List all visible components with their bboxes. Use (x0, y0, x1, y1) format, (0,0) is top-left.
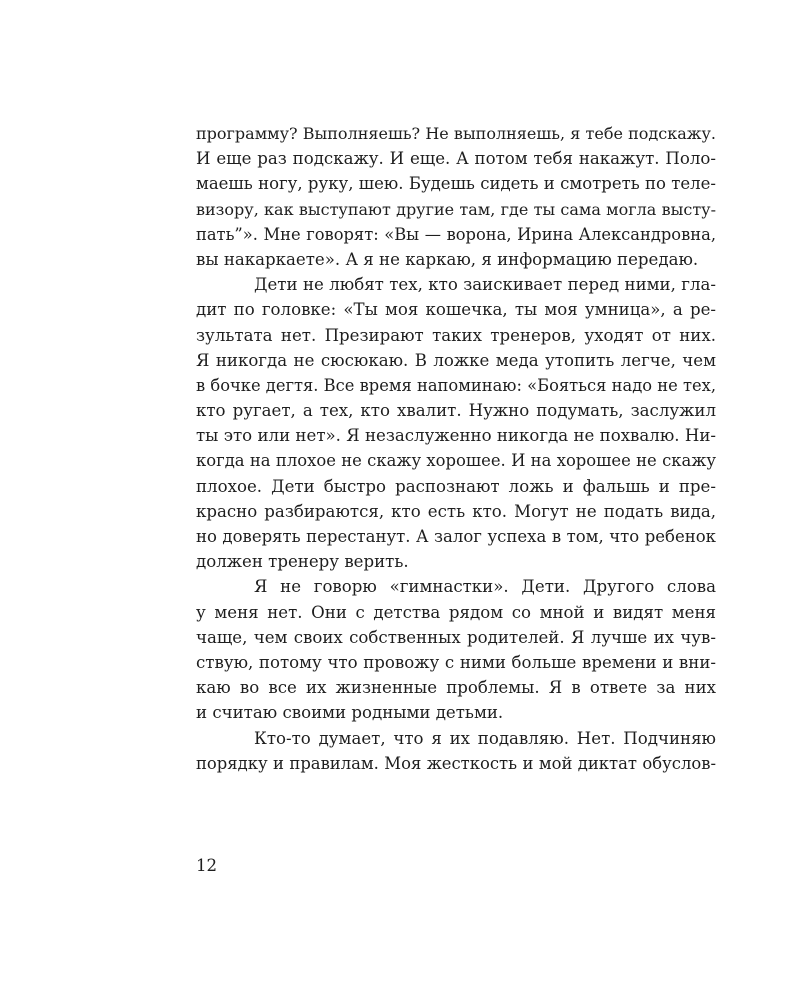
text-line: Дети не любят тех, кто заискивает перед ними, гла- (254, 275, 716, 295)
text-line: порядку и правилам. Моя жесткость и мой диктат обуслов- (196, 753, 716, 773)
paragraph (196, 726, 716, 776)
text-line: каю во все их жизненные проблемы. Я в ответе за них (196, 678, 716, 698)
text-line: ствую, потому что провожу с ними больше времени и вни- (196, 652, 716, 672)
text-line: у меня нет. Они с детства рядом со мной и видят меня (196, 602, 716, 622)
text-line: ты это или нет». Я незаслуженно никогда не похвалю. Ни- (196, 426, 716, 446)
text-line: кто ругает, а тех, кто хвалит. Нужно подумать, заслужил (196, 401, 716, 421)
text-line: вы накаркаете». А я не каркаю, я информацию передаю. (196, 249, 699, 269)
paragraph (196, 574, 716, 725)
text-line: маешь ногу, руку, шею. Будешь сидеть и смотреть по теле- (196, 174, 716, 194)
text-line: в бочке дегтя. Все время напоминаю: «Бояться надо не тех, (196, 375, 716, 395)
page-number: 12 (196, 856, 218, 875)
paragraph (196, 121, 716, 272)
body-text (196, 121, 716, 776)
text-line: И еще раз подскажу. И еще. А потом тебя накажут. Поло- (196, 149, 716, 169)
text-line: визору, как выступают другие там, где ты сама могла высту- (196, 199, 716, 219)
text-line: и считаю своими родными детьми. (196, 703, 504, 723)
text-line: когда на плохое не скажу хорошее. И на хорошее не скажу (196, 451, 716, 471)
text-line: Кто-то думает, что я их подавляю. Нет. Подчиняю (254, 728, 716, 748)
text-line: Я никогда не сюсюкаю. В ложке меда утопить легче, чем (196, 350, 716, 370)
text-line: плохое. Дети быстро распознают ложь и фальшь и пре- (196, 476, 716, 496)
text-line: должен тренеру верить. (196, 552, 409, 572)
text-line: дит по головке: «Ты моя кошечка, ты моя умница», а ре- (196, 300, 716, 320)
text-line: чаще, чем своих собственных родителей. Я лучше их чув- (196, 627, 716, 647)
paragraph (196, 272, 716, 574)
text-line: программу? Выполняешь? Не выполняешь, я тебе подскажу. (196, 124, 716, 143)
text-line: пать”». Мне говорят: «Вы — ворона, Ирина Александровна, (196, 224, 716, 244)
text-line: но доверять перестанут. А залог успеха в том, что ребенок (196, 527, 716, 546)
text-line: зультата нет. Презирают таких тренеров, уходят от них. (196, 325, 716, 345)
text-line: Я не говорю «гимнастки». Дети. Другого слова (254, 577, 716, 597)
text-line: красно разбираются, кто есть кто. Могут не подать вида, (196, 501, 716, 521)
